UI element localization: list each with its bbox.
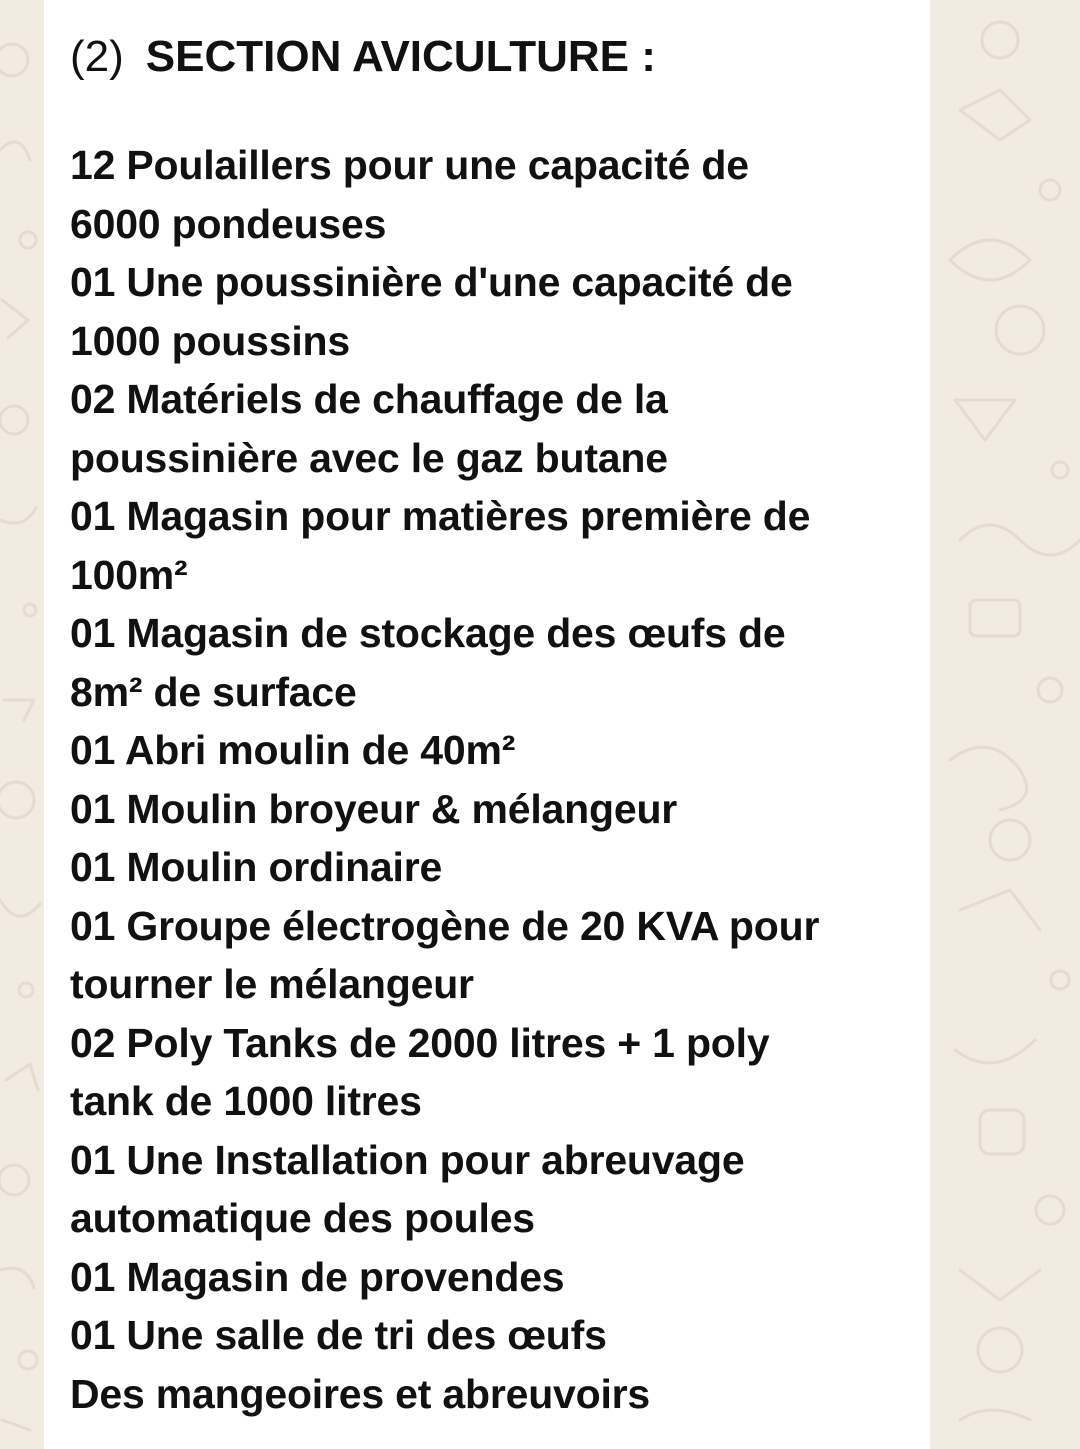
message-heading [70,28,930,86]
message-line: 12 Poulaillers pour une capacité de [70,142,749,188]
message-line: 01 Une Installation pour abreuvage [70,1136,745,1183]
message-line: 01 Groupe électrogène de 20 KVA pour [70,902,820,949]
message-line: 01 Une poussinière d'une capacité de [70,259,793,305]
message-line: 01 Magasin de stockage des œufs de [70,610,786,656]
message-line: 01 Magasin de provendes [70,1253,565,1300]
message-line: 1000 poussins [70,317,350,364]
message-line: tourner le mélangeur [70,961,474,1007]
message-line: 01 Magasin pour matières première de [70,493,811,539]
message-line: 6000 pondeuses [70,200,387,247]
message-line: automatique des poules [70,1195,535,1241]
message-line: Des mangeoires et abreuvoirs [70,1370,651,1417]
message-line: 01 Moulin broyeur & mélangeur [70,785,678,832]
message-line: 8m² de surface [70,668,357,715]
message-bubble[interactable] [44,0,930,1449]
equipment-list [70,136,930,1423]
heading-title: SECTION AVICULTURE : [145,32,656,81]
message-line: 01 Abri moulin de 40m² [70,727,516,773]
message-line: 01 Moulin ordinaire [70,844,443,890]
message-line: 100m² [70,551,188,598]
message-line: tank de 1000 litres [70,1078,422,1124]
message-line: 01 Une salle de tri des œufs [70,1312,607,1358]
message-line: 02 Poly Tanks de 2000 litres + 1 poly [70,1019,770,1066]
message-line: poussinière avec le gaz butane [70,434,668,481]
message-line: 02 Matériels de chauffage de la [70,376,668,422]
heading-number: (2) [70,32,124,81]
